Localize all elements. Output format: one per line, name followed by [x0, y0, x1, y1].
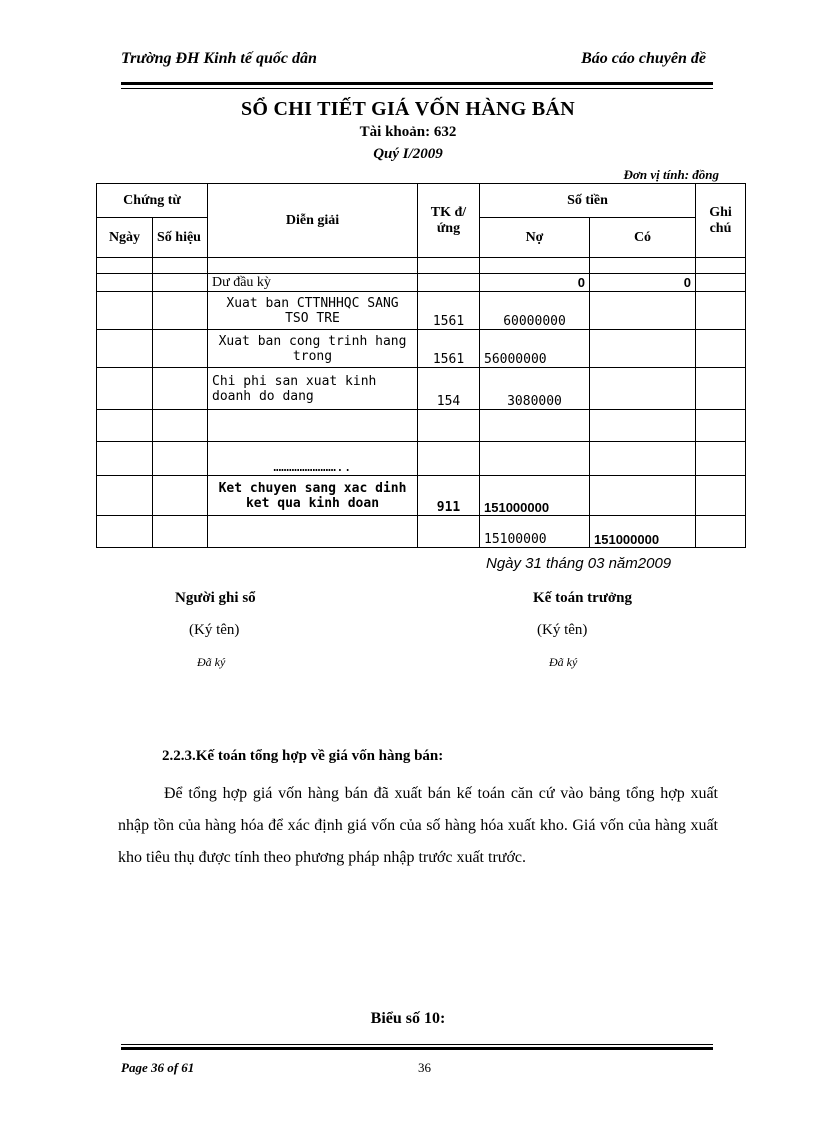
header-number: Số hiệu	[153, 218, 208, 258]
table-row	[97, 368, 746, 410]
body-paragraph: Để tổng hợp giá vốn hàng bán đã xuất bán kế toán căn cứ vào bảng tổng hợp xuất nhập tồn của hàng hóa để xác định giá vốn của số hàng hóa xuất kho. Giá vốn của hàng xuất kho tiêu thụ được tính theo phương pháp nhập trước xuất trước.	[118, 785, 718, 866]
row-description: Chi phi san xuat kinh doanh do dang	[208, 368, 418, 410]
signature-left-sub: (Ký tên)	[189, 622, 240, 638]
table-row	[97, 292, 746, 330]
period-label: Quý I/2009	[373, 146, 443, 162]
row-debit: 0	[480, 274, 590, 292]
row-debit: 151000000	[480, 476, 590, 516]
footer-page-of: Page 36 of 61	[121, 1060, 195, 1075]
header-rule-thin	[121, 88, 713, 89]
row-description: Xuat ban cong trinh hang trong	[208, 330, 418, 368]
header-date: Ngày	[97, 218, 153, 258]
row-debit: 60000000	[480, 292, 590, 330]
account-label: Tài khoản: 632	[359, 124, 457, 140]
row-description: Ket chuyen sang xac dinh ket qua kinh doan	[208, 476, 418, 516]
header-report: Báo cáo chuyên đề	[581, 50, 706, 67]
table-row	[97, 274, 746, 292]
row-credit: 0	[590, 274, 696, 292]
table-row	[97, 330, 746, 368]
row-description: ……………………..	[208, 442, 418, 476]
exhibit-label: Biểu số 10:	[370, 1010, 446, 1027]
row-description: Xuat ban CTTNHHQC SANG TSO TRE	[208, 292, 418, 330]
table-row	[97, 442, 746, 476]
row-account: 1561	[418, 292, 480, 330]
signature-right-sub: (Ký tên)	[537, 622, 588, 638]
signature-left-done: Đã ký	[197, 655, 226, 669]
header-rule	[121, 82, 713, 85]
unit-label: Đơn vị tính: đồng	[623, 167, 719, 182]
signature-right-done: Đã ký	[549, 655, 578, 669]
footer-page-number: 36	[418, 1060, 431, 1075]
signature-right-title: Kế toán trưởng	[533, 590, 632, 606]
table-row	[97, 516, 746, 548]
ledger-table	[96, 183, 746, 548]
header-note: Ghi chú	[696, 184, 746, 258]
footer-rule-thin	[121, 1044, 713, 1045]
row-account: 154	[418, 368, 480, 410]
ledger-title: SỔ CHI TIẾT GIÁ VỐN HÀNG BÁN	[240, 98, 576, 120]
signature-left-title: Người ghi sổ	[175, 590, 256, 606]
header-school: Trường ĐH Kinh tế quốc dân	[121, 50, 317, 67]
footer-rule	[121, 1047, 713, 1050]
row-account: 911	[418, 476, 480, 516]
header-voucher: Chứng từ	[97, 184, 208, 218]
row-debit: 15100000	[480, 516, 590, 548]
header-credit: Có	[590, 218, 696, 258]
date-line: Ngày 31 tháng 03 năm2009	[486, 555, 672, 572]
header-account: TK đ/ứng	[418, 184, 480, 258]
header-amount: Số tiền	[480, 184, 696, 218]
table-row	[97, 476, 746, 516]
row-description: Dư đầu kỳ	[208, 274, 418, 292]
row-debit: 56000000	[480, 330, 590, 368]
section-title: 2.2.3.Kế toán tổng hợp về giá vốn hàng bán:	[162, 748, 444, 764]
row-account: 1561	[418, 330, 480, 368]
header-description: Diễn giải	[208, 184, 418, 258]
row-credit: 151000000	[590, 516, 696, 548]
row-debit: 3080000	[480, 368, 590, 410]
table-row	[97, 410, 746, 442]
header-debit: Nợ	[480, 218, 590, 258]
